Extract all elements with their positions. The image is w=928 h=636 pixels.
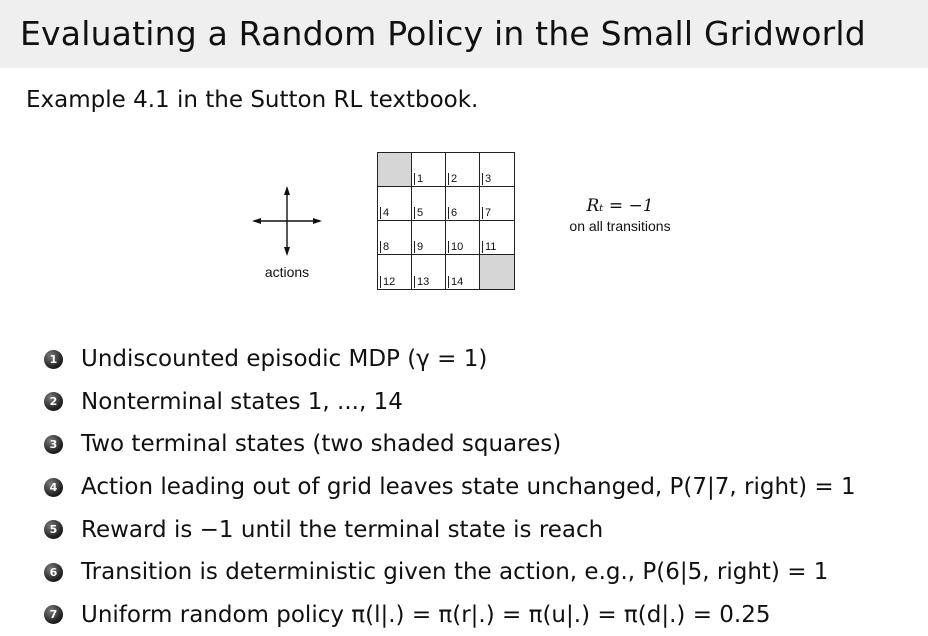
grid-cell-terminal xyxy=(480,255,514,289)
grid-cell-label: 12 xyxy=(380,276,395,288)
grid-cell-label: 3 xyxy=(482,173,491,185)
grid-cell-label: 4 xyxy=(380,207,389,219)
grid-cell xyxy=(412,187,446,221)
reward-note: on all transitions xyxy=(569,218,671,234)
reward-annotation xyxy=(556,196,684,234)
grid-cell-label: 14 xyxy=(448,276,463,288)
number-bullet-icon: 7 xyxy=(44,605,63,624)
grid-cell xyxy=(412,255,446,289)
grid-cell-label: 9 xyxy=(414,241,423,253)
grid-cell xyxy=(378,187,412,221)
list-item-text: Undiscounted episodic MDP (γ = 1) xyxy=(81,346,488,373)
number-bullet-icon: 4 xyxy=(44,478,63,497)
grid-cell xyxy=(412,153,446,187)
grid-cell xyxy=(378,255,412,289)
grid-cell xyxy=(480,221,514,255)
title-bar xyxy=(0,0,928,68)
list-item xyxy=(44,508,856,551)
reward-equation: Rₜ = −1 xyxy=(586,196,654,216)
number-bullet-icon: 2 xyxy=(44,392,63,411)
gridworld-grid xyxy=(377,152,515,290)
list-item-text: Reward is −1 until the terminal state is reach xyxy=(81,516,604,543)
grid-cell-label: 6 xyxy=(448,207,457,219)
actions-label: actions xyxy=(264,264,310,280)
grid-cell-label: 10 xyxy=(448,241,463,253)
grid-cell-label: 7 xyxy=(482,207,491,219)
bullet-list xyxy=(44,338,856,636)
grid-cell xyxy=(446,255,480,289)
grid-cell-label: 11 xyxy=(482,241,496,253)
list-item xyxy=(44,594,856,636)
slide-title: Evaluating a Random Policy in the Small Gridworld xyxy=(20,14,866,53)
grid-cell-label: 8 xyxy=(380,241,389,253)
grid-cell xyxy=(446,221,480,255)
number-bullet-icon: 3 xyxy=(44,435,63,454)
list-item-text: Two terminal states (two shaded squares) xyxy=(81,431,562,458)
grid-cell xyxy=(480,153,514,187)
grid-cell xyxy=(378,221,412,255)
grid-cell xyxy=(480,187,514,221)
number-bullet-icon: 1 xyxy=(44,350,63,369)
list-item-text: Nonterminal states 1, ..., 14 xyxy=(81,388,403,415)
slide-subtitle: Example 4.1 in the Sutton RL textbook. xyxy=(26,87,479,113)
list-item-text: Uniform random policy π(l|.) = π(r|.) = π(u|.) = π(d|.) = 0.25 xyxy=(81,601,771,628)
list-item xyxy=(44,381,856,424)
list-item xyxy=(44,466,856,509)
grid-cell-terminal xyxy=(378,153,412,187)
grid-cell-label: 2 xyxy=(448,173,457,185)
list-item xyxy=(44,423,856,466)
list-item-text: Action leading out of grid leaves state unchanged, P(7|7, right) = 1 xyxy=(81,474,856,501)
list-item xyxy=(44,551,856,594)
number-bullet-icon: 6 xyxy=(44,563,63,582)
number-bullet-icon: 5 xyxy=(44,520,63,539)
grid-cell xyxy=(446,153,480,187)
list-item xyxy=(44,338,856,381)
actions-arrows-icon xyxy=(250,184,324,258)
grid-cell-label: 1 xyxy=(414,173,423,185)
grid-cell xyxy=(446,187,480,221)
grid-cell xyxy=(412,221,446,255)
grid-cell-label: 13 xyxy=(414,276,429,288)
grid-cell-label: 5 xyxy=(414,207,423,219)
list-item-text: Transition is deterministic given the action, e.g., P(6|5, right) = 1 xyxy=(81,559,829,586)
gridworld-figure xyxy=(0,140,928,310)
